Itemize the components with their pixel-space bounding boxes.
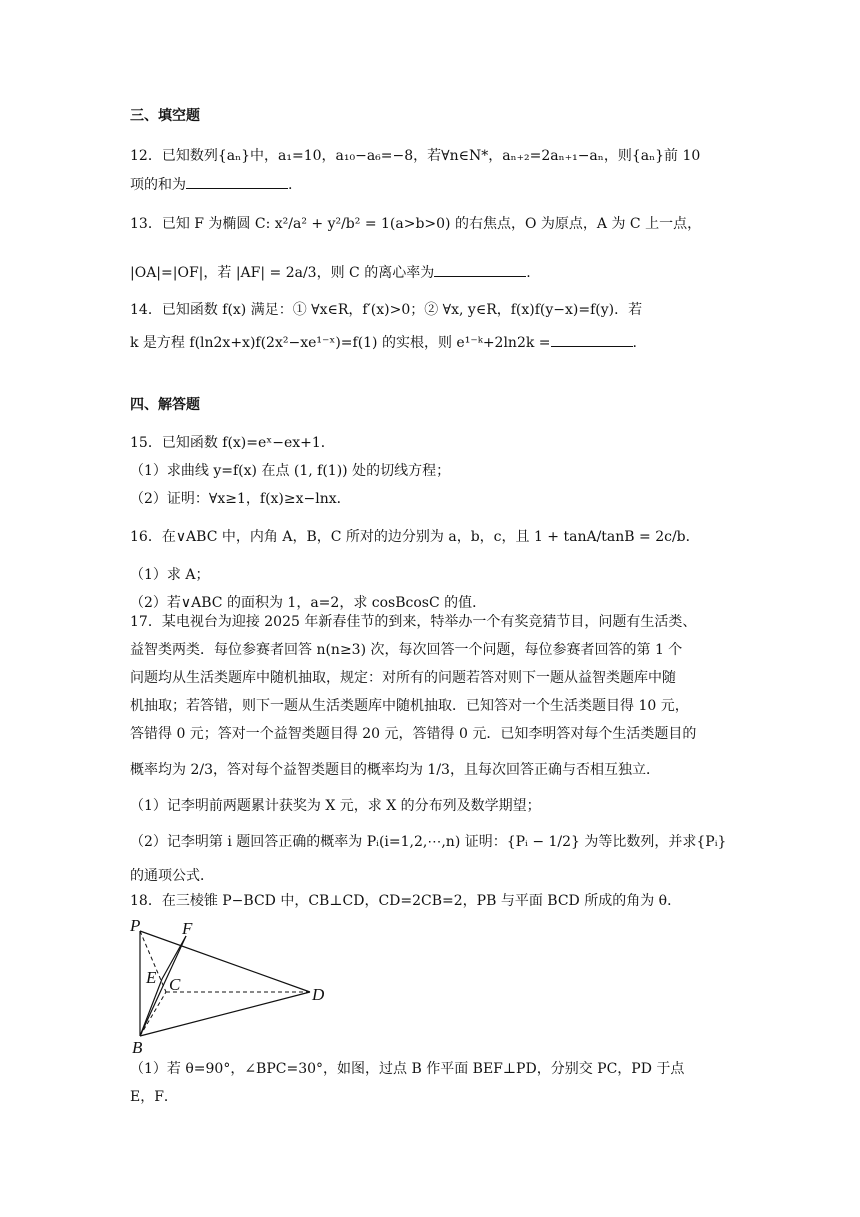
edge-PD [140, 931, 310, 992]
q18-part1-line2: E，F． [130, 1089, 178, 1105]
q13-text: |OA|=|OF|，若 |AF| = 2a/3，则 C 的离心率为 [130, 265, 435, 281]
q17-line4: 机抽取；若答错，则下一题从生活类题库中随机抽取．已知答对一个生活类题目得 10 元， [130, 698, 689, 714]
label-B: B [132, 1038, 143, 1057]
q12-text: 项的和为 [130, 177, 186, 193]
q17-line2: 益智类两类．每位参赛者回答 n(n≥3) 次，每次回答一个问题，每位参赛者回答的第 1 个 [130, 642, 683, 658]
section-heading-fill-in: 三、填空题 [130, 108, 200, 124]
edge-BD [140, 992, 310, 1036]
q14-answer-blank [551, 332, 633, 347]
q12-line2 [130, 174, 292, 195]
tetrahedron-figure [128, 912, 338, 1062]
q17-line5: 答错得 0 元；答对一个益智类题目得 20 元，答错得 0 元．已知李明答对每个生活类题目的 [130, 726, 697, 742]
q16-stem: 16．在∨ABC 中，内角 A，B，C 所对的边分别为 a，b，c，且 1 + tanA/tanB = 2c/b． [130, 529, 700, 545]
q16-part2: （2）若∨ABC 的面积为 1，a=2，求 cosBcosC 的值． [130, 595, 487, 611]
q18-part1-line1: （1）若 θ=90°，∠BPC=30°，如图，过点 B 作平面 BEF⊥PD，分别交 PC，PD 于点 [130, 1061, 685, 1077]
q14-line1: 14．已知函数 f(x) 满足：① ∀x∈R，f′(x)>0；② ∀x, y∈R，f(x)f(y−x)=f(y)．若 [130, 302, 643, 318]
q12-period: . [288, 177, 293, 193]
edge-BE [140, 979, 162, 1036]
q15-stem: 15．已知函数 f(x)=eˣ−ex+1． [130, 435, 335, 451]
label-D: D [312, 985, 325, 1004]
section-heading-solve: 四、解答题 [130, 397, 200, 413]
label-F: F [182, 919, 193, 938]
q13-line2 [130, 262, 531, 283]
q12-line1: 12．已知数列{aₙ}中，a₁=10，a₁₀−a₆=−8，若∀n∈N*，aₙ₊₂=2aₙ₊₁−aₙ，则{aₙ}前 10 [130, 148, 701, 164]
q13-answer-blank [434, 262, 526, 277]
q15-part2: （2）证明：∀x≥1，f(x)≥x−lnx． [130, 491, 351, 507]
q17-line1: 17．某电视台为迎接 2025 年新春佳节的到来，特举办一个有奖竞猜节目，问题有生活类、 [130, 614, 697, 630]
q12-answer-blank [186, 174, 288, 189]
label-C: C [169, 975, 181, 994]
edge-BC-dashed [140, 992, 166, 1036]
label-E: E [146, 968, 157, 987]
q15-part1: （1）求曲线 y=f(x) 在点 (1, f(1)) 处的切线方程； [130, 463, 451, 479]
q13-period: . [526, 265, 531, 281]
label-P: P [130, 916, 141, 935]
q14-line2 [130, 332, 637, 353]
q14-period: . [632, 335, 637, 351]
q17-part1: （1）记李明前两题累计获奖为 X 元，求 X 的分布列及数学期望； [130, 798, 541, 814]
q13-line1: 13．已知 F 为椭圆 C: x²/a² + y²/b² = 1(a>b>0) 的右焦点，O 为原点，A 为 C 上一点， [130, 216, 702, 232]
q17-part2: （2）记李明第 i 题回答正确的概率为 Pᵢ(i=1,2,⋯,n) 证明：{Pᵢ − 1/2} 为等比数列，并求{Pᵢ} [130, 834, 727, 850]
q16-part1: （1）求 A； [130, 567, 210, 583]
q17-line6: 概率均为 2/3，答对每个益智类题目的概率均为 1/3，且每次回答正确与否相互独立． [130, 762, 660, 778]
edge-EF [162, 936, 186, 979]
q14-text: k 是方程 f(ln2x+x)f(2x²−xe¹⁻ˣ)=f(1) 的实根，则 e¹⁻ᵏ+2ln2k = [130, 335, 551, 351]
q17-line3: 问题均从生活类题库中随机抽取，规定：对所有的问题若答对则下一题从益智类题库中随 [130, 670, 676, 686]
q17-part2-cont: 的通项公式． [130, 868, 214, 884]
q18-stem: 18．在三棱锥 P−BCD 中，CB⊥CD，CD=2CB=2，PB 与平面 BCD 所成的角为 θ． [130, 893, 682, 909]
